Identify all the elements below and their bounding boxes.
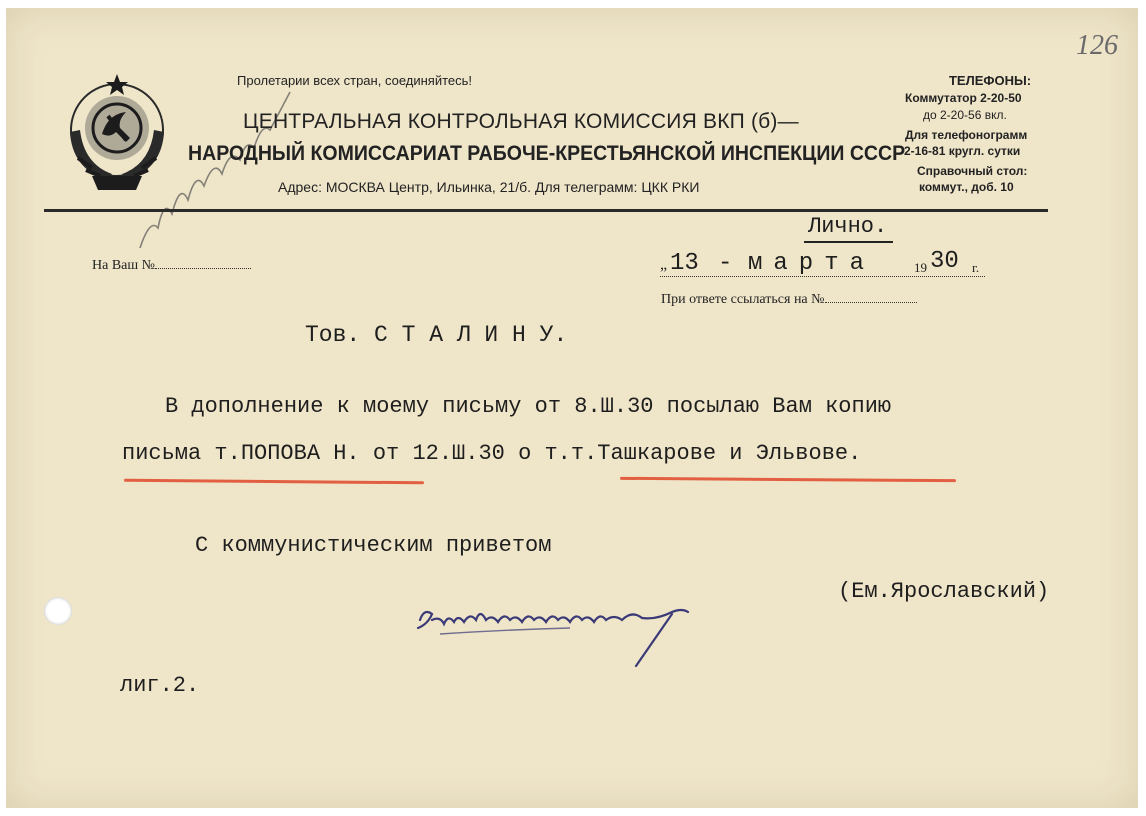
- phones-heading: ТЕЛЕФОНЫ:: [948, 73, 1032, 88]
- reference-field: [92, 258, 251, 274]
- pencil-scribble: [130, 78, 300, 258]
- phones-line3: Для телефонограмм: [905, 128, 1028, 142]
- date-year-unit: г.: [972, 260, 980, 275]
- reply-reference-field: [661, 292, 917, 308]
- body-line1: В дополнение к моему письму от 8.Ш.30 посылаю Вам копию: [165, 394, 892, 419]
- slogan: Пролетарии всех стран, соединяйтесь!: [237, 73, 473, 88]
- personal-mark: Лично.: [804, 214, 893, 243]
- phones-line4: 2-16-81 кругл. сутки: [904, 144, 1021, 158]
- phones-line5: Справочный стол:: [917, 164, 1028, 178]
- punch-hole: [44, 597, 72, 625]
- addressee: Тов. С Т А Л И Н У.: [305, 322, 568, 348]
- organization-address: Адрес: МОСКВА Центр, Ильинка, 21/б. Для телеграмм: ЦКК РКИ: [278, 179, 700, 195]
- phones-line6: коммут., доб. 10: [919, 180, 1014, 194]
- enclosure-note: лиг.2.: [120, 673, 200, 698]
- date-month: марта: [748, 250, 876, 277]
- letterhead-divider: [44, 209, 1048, 212]
- phones-line2: до 2-20-56 вкл.: [923, 108, 1007, 122]
- reply-reference-label: При ответе ссылаться на №: [661, 292, 825, 307]
- archive-number: 126: [1076, 30, 1118, 61]
- date-field: „ 13 - марта 19 30 г.: [660, 246, 990, 280]
- organization-title-line2: НАРОДНЫЙ КОМИССАРИАТ РАБОЧЕ-КРЕСТЬЯНСКОЙ ИНСПЕКЦИИ СССР: [188, 142, 906, 165]
- reference-label: На Ваш №: [92, 258, 156, 273]
- body-line2: письма т.ПОПОВА Н. от 12.Ш.30 о т.т.Ташкарове и Эльвове.: [122, 441, 862, 466]
- date-year-suffix: 30: [930, 248, 959, 275]
- handwritten-signature: [410, 590, 700, 670]
- organization-title-line1: ЦЕНТРАЛЬНАЯ КОНТРОЛЬНАЯ КОМИССИЯ ВКП (б)—: [243, 110, 799, 133]
- signatory-name: (Ем.Ярославский): [838, 579, 1050, 604]
- date-year-prefix: 19: [914, 260, 927, 275]
- closing-greeting: С коммунистическим приветом: [195, 533, 552, 558]
- date-day: 13: [670, 250, 699, 277]
- phones-line1: Коммутатор 2-20-50: [905, 91, 1022, 105]
